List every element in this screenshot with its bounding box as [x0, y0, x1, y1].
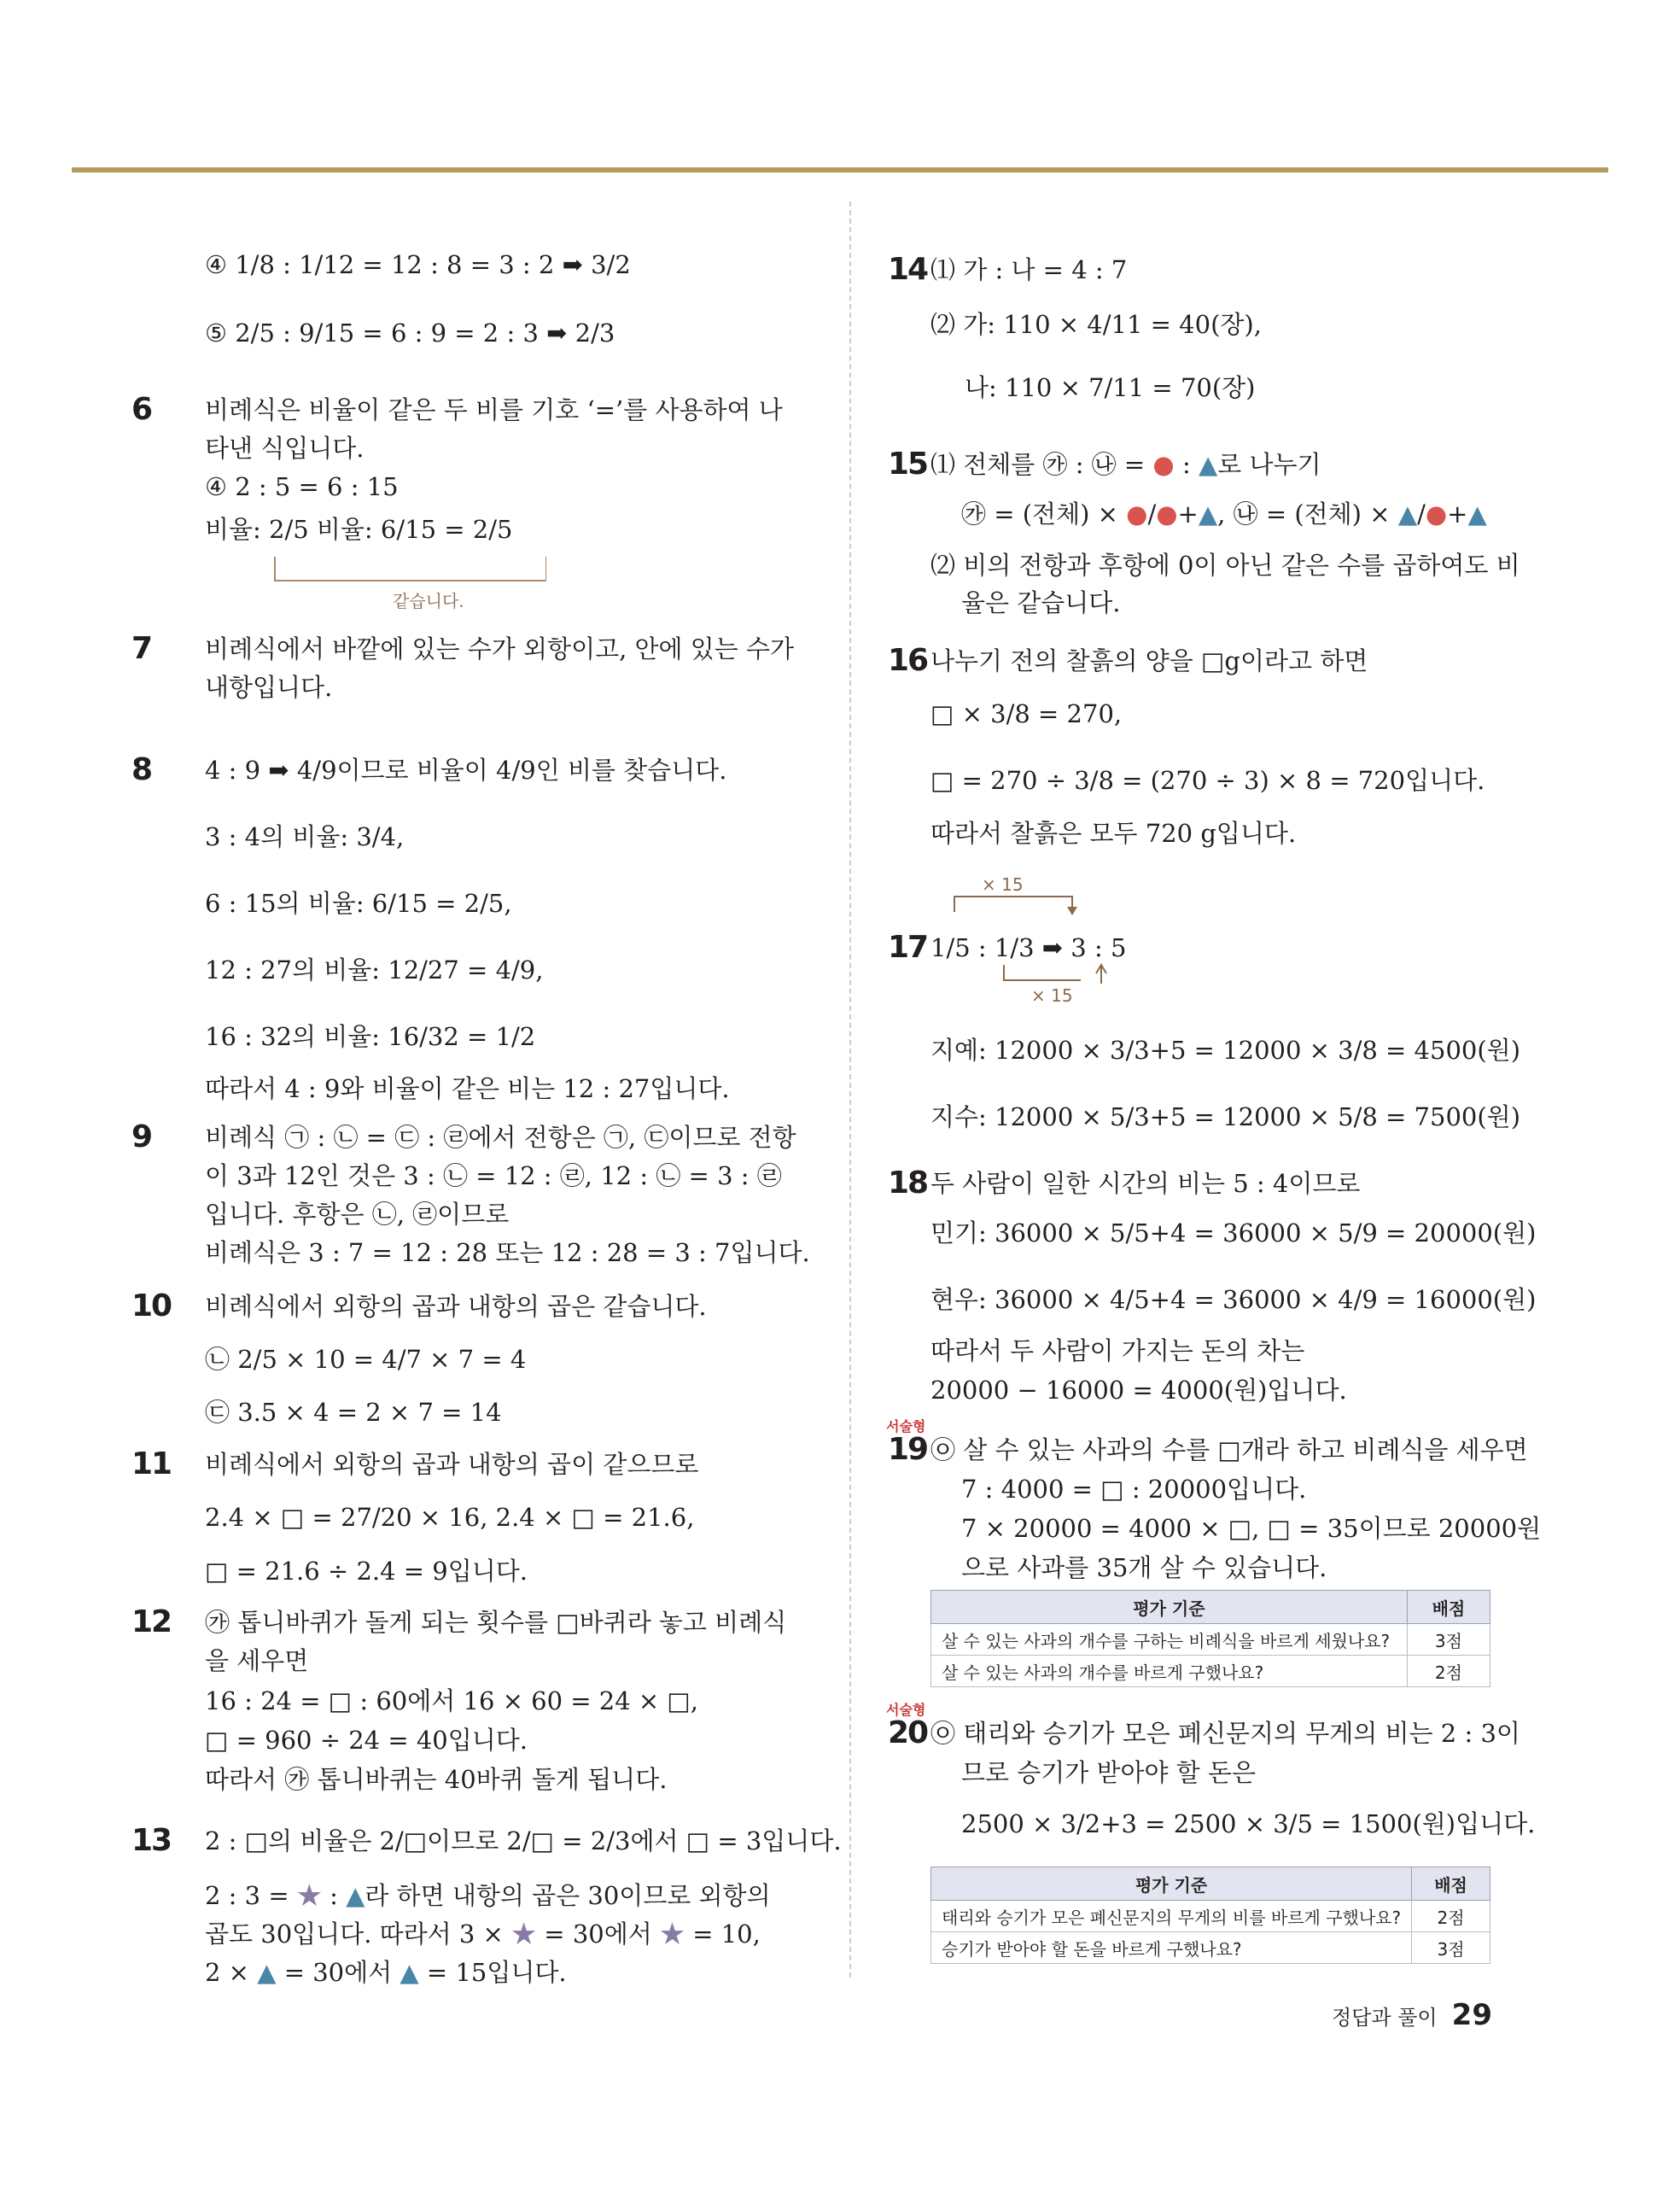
problem-number: 10 — [131, 1288, 172, 1323]
problem-number: 15 — [888, 447, 928, 482]
problem-number: 9 — [131, 1119, 152, 1154]
problem-number: 12 — [131, 1604, 172, 1639]
solution-line: ⑵ 가: 110 × 4/11 = 40(장), — [930, 310, 1262, 339]
solution-line: 지수: 12000 × 5/3+5 = 12000 × 5/8 = 7500(원) — [930, 1102, 1521, 1131]
problem-number: 6 — [131, 392, 152, 427]
star-icon: ★ — [511, 1919, 537, 1949]
solution-line: 므로 승기가 받아야 할 돈은 — [961, 1758, 1257, 1787]
solution-line: 20000 − 16000 = 4000(원)입니다. — [930, 1376, 1347, 1405]
solution-line: 비례식은 비율이 같은 두 비를 기호 ‘=’를 사용하여 나 — [205, 395, 783, 424]
solution-line: 입니다. 후항은 ㉡, ㉣이므로 — [205, 1200, 510, 1229]
solution-line: 16 : 32의 비율: 16/32 = 1/2 — [205, 1022, 536, 1051]
criteria-points: 3점 — [1407, 1624, 1490, 1656]
criteria-text: 살 수 있는 사과의 개수를 구하는 비례식을 바르게 세웠나요? — [931, 1624, 1408, 1656]
problem-number: 19 — [888, 1432, 928, 1467]
solution-line: 따라서 4 : 9와 비율이 같은 비는 12 : 27입니다. — [205, 1074, 730, 1103]
solution-line: 16 : 24 = □ : 60에서 16 × 60 = 24 × □, — [205, 1686, 699, 1715]
solution-line: 비율: 2/5 비율: 6/15 = 2/5 — [205, 515, 513, 544]
solution-line: ㉮ 톱니바퀴가 돌게 되는 횟수를 □바퀴라 놓고 비례식 — [205, 1608, 787, 1637]
solution-line: 따라서 두 사람이 가지는 돈의 차는 — [930, 1336, 1305, 1365]
solution-line: □ × 3/8 = 270, — [930, 699, 1123, 728]
solution-line: 으로 사과를 35개 살 수 있습니다. — [961, 1553, 1327, 1582]
up-arrow-icon — [1094, 963, 1108, 984]
solution-line: 2500 × 3/2+3 = 2500 × 3/5 = 1500(원)입니다. — [961, 1809, 1536, 1838]
problem-number: 17 — [888, 930, 928, 965]
solution-line: ⑴ 전체를 ㉮ : ㉯ = ● : ▲로 나누기 — [930, 450, 1321, 479]
essay-tag: 서술형 — [886, 1418, 926, 1434]
solution-line: 을 세우면 — [205, 1646, 309, 1675]
solution-line: 비례식에서 바깥에 있는 수가 외항이고, 안에 있는 수가 — [205, 634, 795, 663]
solution-line: 7 × 20000 = 4000 × □, □ = 35이므로 20000원 — [961, 1514, 1542, 1543]
problem-number: 7 — [131, 631, 152, 666]
points-header: 배점 — [1407, 1591, 1490, 1624]
equal-bracket — [273, 555, 546, 589]
problem-number: 18 — [888, 1166, 928, 1201]
solution-line: 이 3과 12인 것은 3 : ㉡ = 12 : ㉣, 12 : ㉡ = 3 : ㉣ — [205, 1161, 782, 1190]
solution-line: 따라서 ㉮ 톱니바퀴는 40바퀴 돌게 됩니다. — [205, 1765, 668, 1794]
solution-line: 2 × ▲ = 30에서 ▲ = 15입니다. — [205, 1958, 567, 1987]
criteria-text: 승기가 받아야 할 돈을 바르게 구했나요? — [931, 1932, 1412, 1964]
essay-tag: 서술형 — [886, 1702, 926, 1718]
triangle-icon: ▲ — [1198, 500, 1218, 529]
problem-number: 16 — [888, 643, 928, 678]
criteria-table — [930, 1590, 1490, 1687]
dot-icon: ● — [1126, 500, 1148, 529]
problem-number: 8 — [131, 752, 152, 787]
star-icon: ★ — [659, 1919, 685, 1949]
solution-line: 두 사람이 일한 시간의 비는 5 : 4이므로 — [930, 1169, 1361, 1198]
triangle-icon: ▲ — [400, 1958, 419, 1987]
criteria-text: 태리와 승기가 모은 폐신문지의 무게의 비를 바르게 구했나요? — [931, 1901, 1412, 1932]
solution-line: □ = 960 ÷ 24 = 40입니다. — [205, 1726, 528, 1755]
criteria-points: 2점 — [1412, 1901, 1490, 1932]
triangle-icon: ▲ — [346, 1881, 365, 1910]
multiplier-label: × 15 — [1031, 985, 1073, 1006]
solution-line: 따라서 찰흙은 모두 720 g입니다. — [930, 819, 1297, 848]
solution-line: 나누기 전의 찰흙의 양을 □g이라고 하면 — [930, 646, 1368, 675]
solution-line: □ = 21.6 ÷ 2.4 = 9입니다. — [205, 1557, 528, 1586]
solution-line: 나: 110 × 7/11 = 70(장) — [965, 373, 1256, 402]
criteria-table — [930, 1867, 1490, 1964]
problem-number: 13 — [131, 1823, 172, 1858]
dot-icon: ● — [1156, 500, 1178, 529]
page-footer — [1332, 1998, 1492, 2032]
criteria-points: 3점 — [1412, 1932, 1490, 1964]
points-header: 배점 — [1412, 1867, 1490, 1901]
solution-line: ⑴ 가 : 나 = 4 : 7 — [930, 255, 1128, 284]
multiplier-label: × 15 — [982, 874, 1024, 895]
problem-number: 14 — [888, 252, 928, 287]
solution-line: ⑵ 비의 전항과 후항에 0이 아닌 같은 수를 곱하여도 비 — [930, 551, 1520, 580]
star-icon: ★ — [296, 1881, 322, 1910]
solution-line: 2 : 3 = ★ : ▲라 하면 내항의 곱은 30이므로 외항의 — [205, 1881, 771, 1910]
page-number: 29 — [1451, 1998, 1492, 2032]
solution-line: 지예: 12000 × 3/3+5 = 12000 × 3/8 = 4500(원) — [930, 1036, 1521, 1065]
solution-line: 타낸 식입니다. — [205, 434, 365, 463]
solution-line: 비례식 ㉠ : ㉡ = ㉢ : ㉣에서 전항은 ㉠, ㉢이므로 전항 — [205, 1123, 796, 1152]
solution-line: 7 : 4000 = □ : 20000입니다. — [961, 1475, 1307, 1504]
solution-line: ㉧ 살 수 있는 사과의 수를 □개라 하고 비례식을 세우면 — [930, 1435, 1528, 1464]
triangle-icon: ▲ — [1198, 450, 1218, 479]
solution-line: ㉮ = (전체) × ●/●+▲, ㉯ = (전체) × ▲/●+▲ — [961, 500, 1487, 529]
bracket-note: 같습니다. — [393, 591, 464, 611]
solution-line: 12 : 27의 비율: 12/27 = 4/9, — [205, 955, 544, 984]
solution-line: 비례식에서 외항의 곱과 내항의 곱은 같습니다. — [205, 1292, 707, 1321]
solution-line: 2.4 × □ = 27/20 × 16, 2.4 × □ = 21.6, — [205, 1503, 695, 1532]
solution-line: 1/5 : 1/3 ➡ 3 : 5 — [930, 933, 1127, 962]
solution-line: 비례식은 3 : 7 = 12 : 28 또는 12 : 28 = 3 : 7입니다. — [205, 1238, 810, 1267]
solution-line: ④ 2 : 5 = 6 : 15 — [205, 472, 399, 501]
column-divider — [849, 202, 851, 1978]
solution-line: 6 : 15의 비율: 6/15 = 2/5, — [205, 889, 512, 918]
solution-line: 3 : 4의 비율: 3/4, — [205, 822, 405, 851]
dot-icon: ● — [1425, 500, 1448, 529]
solution-line: 곱도 30입니다. 따라서 3 × ★ = 30에서 ★ = 10, — [205, 1919, 761, 1949]
solution-line: ④ 1/8 : 1/12 = 12 : 8 = 3 : 2 ➡ 3/2 — [205, 250, 631, 279]
problem-number: 11 — [131, 1446, 172, 1481]
solution-line: 비례식에서 외항의 곱과 내항의 곱이 같으므로 — [205, 1450, 699, 1479]
header-rule — [72, 167, 1608, 172]
solution-line: ㉧ 태리와 승기가 모은 폐신문지의 무게의 비는 2 : 3이 — [930, 1719, 1520, 1748]
criteria-points: 2점 — [1407, 1656, 1490, 1687]
footer-title: 정답과 풀이 — [1332, 2006, 1438, 2030]
solution-line: 율은 같습니다. — [961, 588, 1121, 617]
solution-line: 민기: 36000 × 5/5+4 = 36000 × 5/9 = 20000(원) — [930, 1218, 1537, 1247]
solution-line: ㉡ 2/5 × 10 = 4/7 × 7 = 4 — [205, 1345, 527, 1374]
criteria-header: 평가 기준 — [931, 1591, 1408, 1624]
triangle-icon: ▲ — [257, 1958, 277, 1987]
criteria-text: 살 수 있는 사과의 개수를 바르게 구했나요? — [931, 1656, 1408, 1687]
solution-line: □ = 270 ÷ 3/8 = (270 ÷ 3) × 8 = 720입니다. — [930, 766, 1485, 795]
solution-line: 내항입니다. — [205, 673, 333, 702]
dot-icon: ● — [1152, 450, 1175, 479]
solution-line: 현우: 36000 × 4/5+4 = 36000 × 4/9 = 16000(원) — [930, 1285, 1537, 1314]
solution-line: 4 : 9 ➡ 4/9이므로 비율이 4/9인 비를 찾습니다. — [205, 756, 727, 785]
solution-line: ⑤ 2/5 : 9/15 = 6 : 9 = 2 : 3 ➡ 2/3 — [205, 318, 615, 348]
problem-number: 20 — [888, 1715, 928, 1750]
solution-line: 2 : □의 비율은 2/□이므로 2/□ = 2/3에서 □ = 3입니다. — [205, 1826, 842, 1855]
criteria-header: 평가 기준 — [931, 1867, 1412, 1901]
triangle-icon: ▲ — [1397, 500, 1418, 529]
solution-line: ㉢ 3.5 × 4 = 2 × 7 = 14 — [205, 1398, 502, 1427]
triangle-icon: ▲ — [1467, 500, 1487, 529]
